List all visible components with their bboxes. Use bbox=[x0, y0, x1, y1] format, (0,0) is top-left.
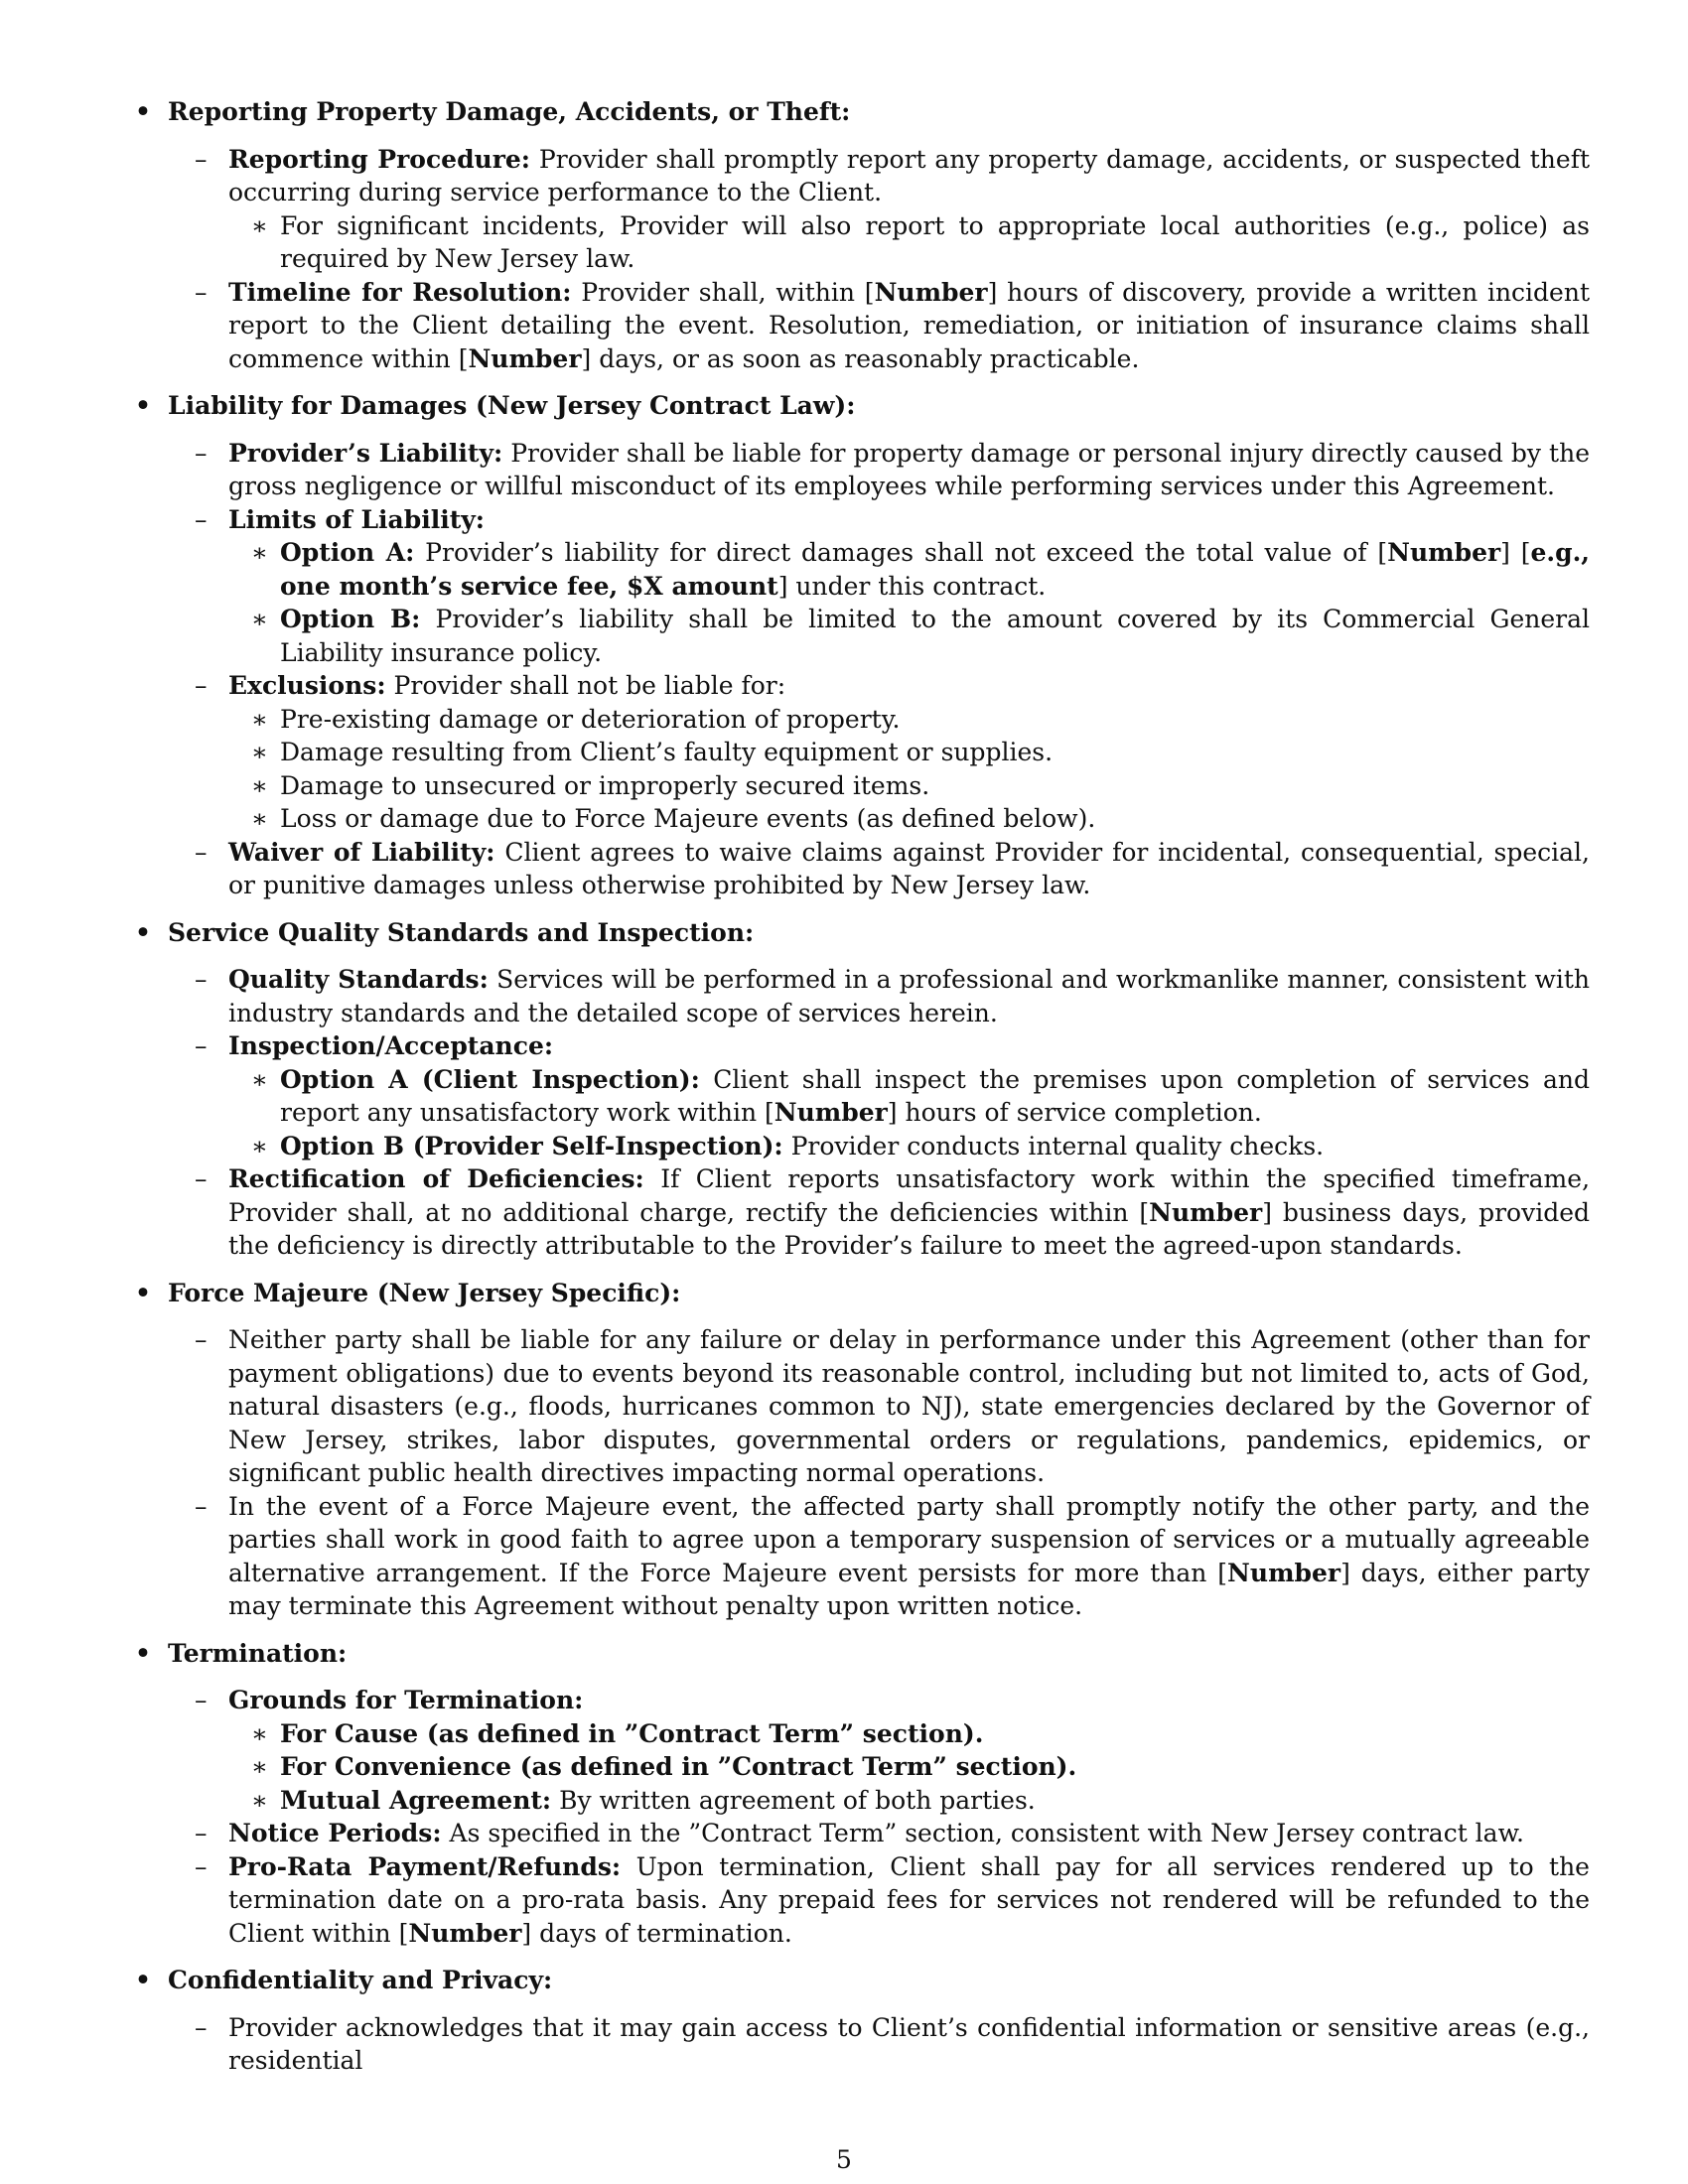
bullet-icon: • bbox=[135, 391, 151, 420]
dash-icon: – bbox=[195, 837, 208, 867]
item-label: Reporting Procedure: bbox=[228, 144, 531, 174]
item-text: ] days of termination. bbox=[521, 1918, 792, 1948]
item-label: Notice Periods: bbox=[228, 1819, 442, 1847]
dash-icon: – bbox=[195, 144, 208, 174]
asterisk-icon: ∗ bbox=[251, 1785, 268, 1815]
bullet-icon: • bbox=[135, 917, 151, 947]
page-number: 5 bbox=[836, 2145, 852, 2174]
sub-item-text: ] [ bbox=[1500, 538, 1531, 567]
dash-icon: – bbox=[195, 965, 208, 994]
asterisk-icon: ∗ bbox=[251, 1718, 268, 1748]
list-item-exclusions bbox=[168, 669, 1590, 703]
list-item-confidential-access bbox=[168, 2011, 1590, 2078]
sub-item-label: Mutual Agreement: bbox=[280, 1785, 552, 1815]
number-placeholder: Number bbox=[468, 343, 582, 373]
number-placeholder: Number bbox=[1387, 538, 1501, 567]
sub-item-authorities bbox=[168, 209, 1590, 276]
sub-item-text: Client shall inspect the premises upon completion of services and report any unsatisfactory work within [ bbox=[280, 1064, 1590, 1127]
item-label: Waiver of Liability: bbox=[228, 837, 495, 867]
section-title: Service Quality Standards and Inspection: bbox=[168, 917, 755, 947]
section-title: Liability for Damages (New Jersey Contract Law): bbox=[168, 391, 856, 420]
item-label: Quality Standards: bbox=[228, 965, 489, 994]
asterisk-icon: ∗ bbox=[251, 1752, 268, 1781]
section-items bbox=[168, 437, 1590, 902]
sub-item-option-b bbox=[168, 1130, 1590, 1163]
sub-item-text: Provider’s liability for direct damages shall not exceed the total value of [ bbox=[425, 538, 1388, 567]
sub-item-text: Damage to unsecured or improperly secured items. bbox=[280, 770, 930, 800]
list-item-quality-standards bbox=[168, 963, 1590, 1029]
item-text: Provider shall not be liable for: bbox=[393, 671, 786, 700]
sub-item-label: For Convenience (as defined in ”Contract Term” section). bbox=[280, 1752, 1077, 1781]
sub-item-text: Provider’s liability shall be limited to the amount covered by its Commercial General Liability insurance policy. bbox=[280, 605, 1591, 667]
item-label: Inspection/Acceptance: bbox=[228, 1031, 554, 1060]
item-text: ] business days, provided the deficiency is directly attributable to the Provider’s failure to meet the agreed-upon standards. bbox=[228, 1197, 1590, 1260]
sub-item-text: Provider conducts internal quality checks. bbox=[790, 1131, 1325, 1160]
section-items bbox=[168, 1684, 1590, 1950]
sub-item-label: Option B: bbox=[280, 605, 421, 633]
dash-icon: – bbox=[195, 2012, 208, 2042]
sub-item-option-b bbox=[168, 603, 1590, 669]
list-item-timeline bbox=[168, 276, 1590, 376]
sub-item-text: ] under this contract. bbox=[777, 571, 1047, 601]
document-body bbox=[134, 95, 1590, 2092]
dash-icon: – bbox=[195, 438, 208, 468]
bullet-icon: • bbox=[135, 1278, 151, 1307]
number-placeholder: Number bbox=[774, 1098, 888, 1127]
item-label: Rectification of Deficiencies: bbox=[228, 1164, 644, 1193]
sub-item-label: Option A: bbox=[280, 538, 415, 567]
sub-item-for-convenience bbox=[168, 1750, 1590, 1784]
item-text: Provider acknowledges that it may gain access to Client’s confidential information or sensitive areas (e.g., residential bbox=[228, 2012, 1590, 2075]
dash-icon: – bbox=[195, 504, 208, 534]
section-force-majeure bbox=[134, 1277, 1590, 1623]
section-items bbox=[168, 963, 1590, 1263]
section-title: Reporting Property Damage, Accidents, or Theft: bbox=[168, 97, 851, 126]
item-label: Limits of Liability: bbox=[228, 504, 486, 534]
list-item-waiver bbox=[168, 836, 1590, 902]
item-label: Grounds for Termination: bbox=[228, 1686, 584, 1714]
section-reporting bbox=[134, 95, 1590, 375]
asterisk-icon: ∗ bbox=[251, 1131, 268, 1160]
item-text: Services will be performed in a professional and workmanlike manner, consistent with industry standards and the detailed scope of services herein. bbox=[228, 965, 1590, 1027]
sub-item-mutual-agreement bbox=[168, 1784, 1590, 1818]
section-items bbox=[168, 2011, 1590, 2078]
section-items bbox=[168, 143, 1590, 376]
sub-item-label: Option B (Provider Self-Inspection): bbox=[280, 1131, 783, 1160]
sub-item-exclusion bbox=[168, 703, 1590, 737]
number-placeholder: Number bbox=[1149, 1197, 1263, 1227]
item-label: Provider’s Liability: bbox=[228, 438, 503, 468]
section-title: Confidentiality and Privacy: bbox=[168, 1966, 553, 1994]
item-text: Neither party shall be liable for any failure or delay in performance under this Agreement (other than for payment obligations) due to events beyond its reasonable control, including but not limited to, acts of God, natural disasters (e.g., floods, hurricanes common to NJ), state emergencies declared by the Governor of New Jersey, strikes, labor disputes, governmental orders or regulations, pandemics, epidemics, or significant public health directives impacting normal operations. bbox=[228, 1325, 1590, 1487]
section-title: Termination: bbox=[168, 1638, 348, 1668]
asterisk-icon: ∗ bbox=[251, 1064, 268, 1094]
list-item-limits bbox=[168, 503, 1590, 537]
item-text: Provider shall, within [ bbox=[581, 277, 875, 307]
item-text: ] days, either party may terminate this Agreement without penalty upon written notice. bbox=[228, 1558, 1590, 1620]
section-title: Force Majeure (New Jersey Specific): bbox=[168, 1278, 681, 1307]
asterisk-icon: ∗ bbox=[251, 210, 268, 240]
list-item-inspection bbox=[168, 1029, 1590, 1063]
sub-item-text: ] hours of service completion. bbox=[887, 1098, 1262, 1127]
bullet-icon: • bbox=[135, 97, 151, 126]
item-label: Exclusions: bbox=[228, 671, 386, 700]
item-label: Pro-Rata Payment/Refunds: bbox=[228, 1851, 622, 1881]
list-item-pro-rata bbox=[168, 1850, 1590, 1951]
item-label: Timeline for Resolution: bbox=[228, 277, 572, 307]
sub-item-option-a bbox=[168, 536, 1590, 603]
dash-icon: – bbox=[195, 1491, 208, 1521]
asterisk-icon: ∗ bbox=[251, 770, 268, 800]
sub-item-label: Option A (Client Inspection): bbox=[280, 1064, 700, 1094]
section-liability bbox=[134, 389, 1590, 902]
number-placeholder: Number bbox=[408, 1918, 522, 1948]
dash-icon: – bbox=[195, 1851, 208, 1881]
sub-item-exclusion bbox=[168, 736, 1590, 769]
section-items bbox=[168, 1323, 1590, 1623]
dash-icon: – bbox=[195, 1325, 208, 1354]
sub-item-text: By written agreement of both parties. bbox=[559, 1785, 1036, 1815]
item-text: As specified in the ”Contract Term” section, consistent with New Jersey contract law. bbox=[449, 1819, 1524, 1847]
number-placeholder: Number bbox=[874, 277, 988, 307]
item-text: ] hours of discovery, provide a written incident report to the Client detailing the event. Resolution, remediation, or initiation of insurance claims shall commence within [ bbox=[228, 277, 1591, 373]
dash-icon: – bbox=[195, 1819, 208, 1847]
list-item-notice-periods bbox=[168, 1817, 1590, 1850]
sub-item-text: Damage resulting from Client’s faulty equipment or supplies. bbox=[280, 738, 1054, 766]
list-item-force-majeure-scope bbox=[168, 1323, 1590, 1490]
item-text: Provider shall promptly report any property damage, accidents, or suspected theft occurring during service performance to the Client. bbox=[228, 144, 1591, 206]
list-item-provider-liability bbox=[168, 437, 1590, 503]
asterisk-icon: ∗ bbox=[251, 605, 268, 633]
sub-item-for-cause bbox=[168, 1717, 1590, 1751]
list-item-grounds bbox=[168, 1684, 1590, 1717]
sub-item-text: For significant incidents, Provider will also report to appropriate local authorities (e.g., police) as required by New Jersey law. bbox=[280, 210, 1590, 273]
asterisk-icon: ∗ bbox=[251, 804, 268, 833]
sub-item-text: Loss or damage due to Force Majeure events (as defined below). bbox=[280, 804, 1096, 833]
dash-icon: – bbox=[195, 1686, 208, 1714]
asterisk-icon: ∗ bbox=[251, 738, 268, 766]
bullet-icon: • bbox=[135, 1966, 151, 1994]
sub-item-exclusion bbox=[168, 769, 1590, 803]
bullet-icon: • bbox=[135, 1638, 151, 1668]
sub-item-label: For Cause (as defined in ”Contract Term” section). bbox=[280, 1718, 984, 1748]
dash-icon: – bbox=[195, 671, 208, 700]
item-text: In the event of a Force Majeure event, the affected party shall promptly notify the other party, and the parties shall work in good faith to agree upon a temporary suspension of services or a mutually agreeable alternative arrangement. If the Force Majeure event persists for more than [ bbox=[228, 1491, 1590, 1587]
list-item-rectification bbox=[168, 1162, 1590, 1263]
item-text: Provider shall be liable for property damage or personal injury directly caused by the gross negligence or willful misconduct of its employees while performing services under this Agreement. bbox=[228, 438, 1590, 500]
sub-item-exclusion bbox=[168, 802, 1590, 836]
amount-placeholder: e.g., one month’s service fee, $X amount bbox=[280, 538, 1590, 601]
list-item-reporting-procedure bbox=[168, 143, 1590, 209]
section-termination bbox=[134, 1637, 1590, 1951]
item-text: If Client reports unsatisfactory work within the specified timeframe, Provider shall, at no additional charge, rectify the deficiencies within [ bbox=[228, 1164, 1591, 1227]
asterisk-icon: ∗ bbox=[251, 538, 268, 567]
number-placeholder: Number bbox=[1227, 1558, 1341, 1587]
asterisk-icon: ∗ bbox=[251, 704, 268, 734]
sub-item-option-a bbox=[168, 1063, 1590, 1130]
section-confidentiality bbox=[134, 1964, 1590, 2078]
section-quality bbox=[134, 916, 1590, 1263]
dash-icon: – bbox=[195, 277, 208, 307]
item-text: ] days, or as soon as reasonably practicable. bbox=[581, 343, 1140, 373]
dash-icon: – bbox=[195, 1031, 208, 1060]
sub-item-text: Pre-existing damage or deterioration of property. bbox=[280, 704, 901, 734]
list-item-force-majeure-notice bbox=[168, 1490, 1590, 1623]
item-text: Upon termination, Client shall pay for all services rendered up to the termination date on a pro-rata basis. Any prepaid fees for services not rendered will be refunded to the Client within [ bbox=[228, 1851, 1590, 1948]
dash-icon: – bbox=[195, 1164, 208, 1193]
item-text: Client agrees to waive claims against Provider for incidental, consequential, special, or punitive damages unless otherwise prohibited by New Jersey law. bbox=[228, 837, 1590, 899]
